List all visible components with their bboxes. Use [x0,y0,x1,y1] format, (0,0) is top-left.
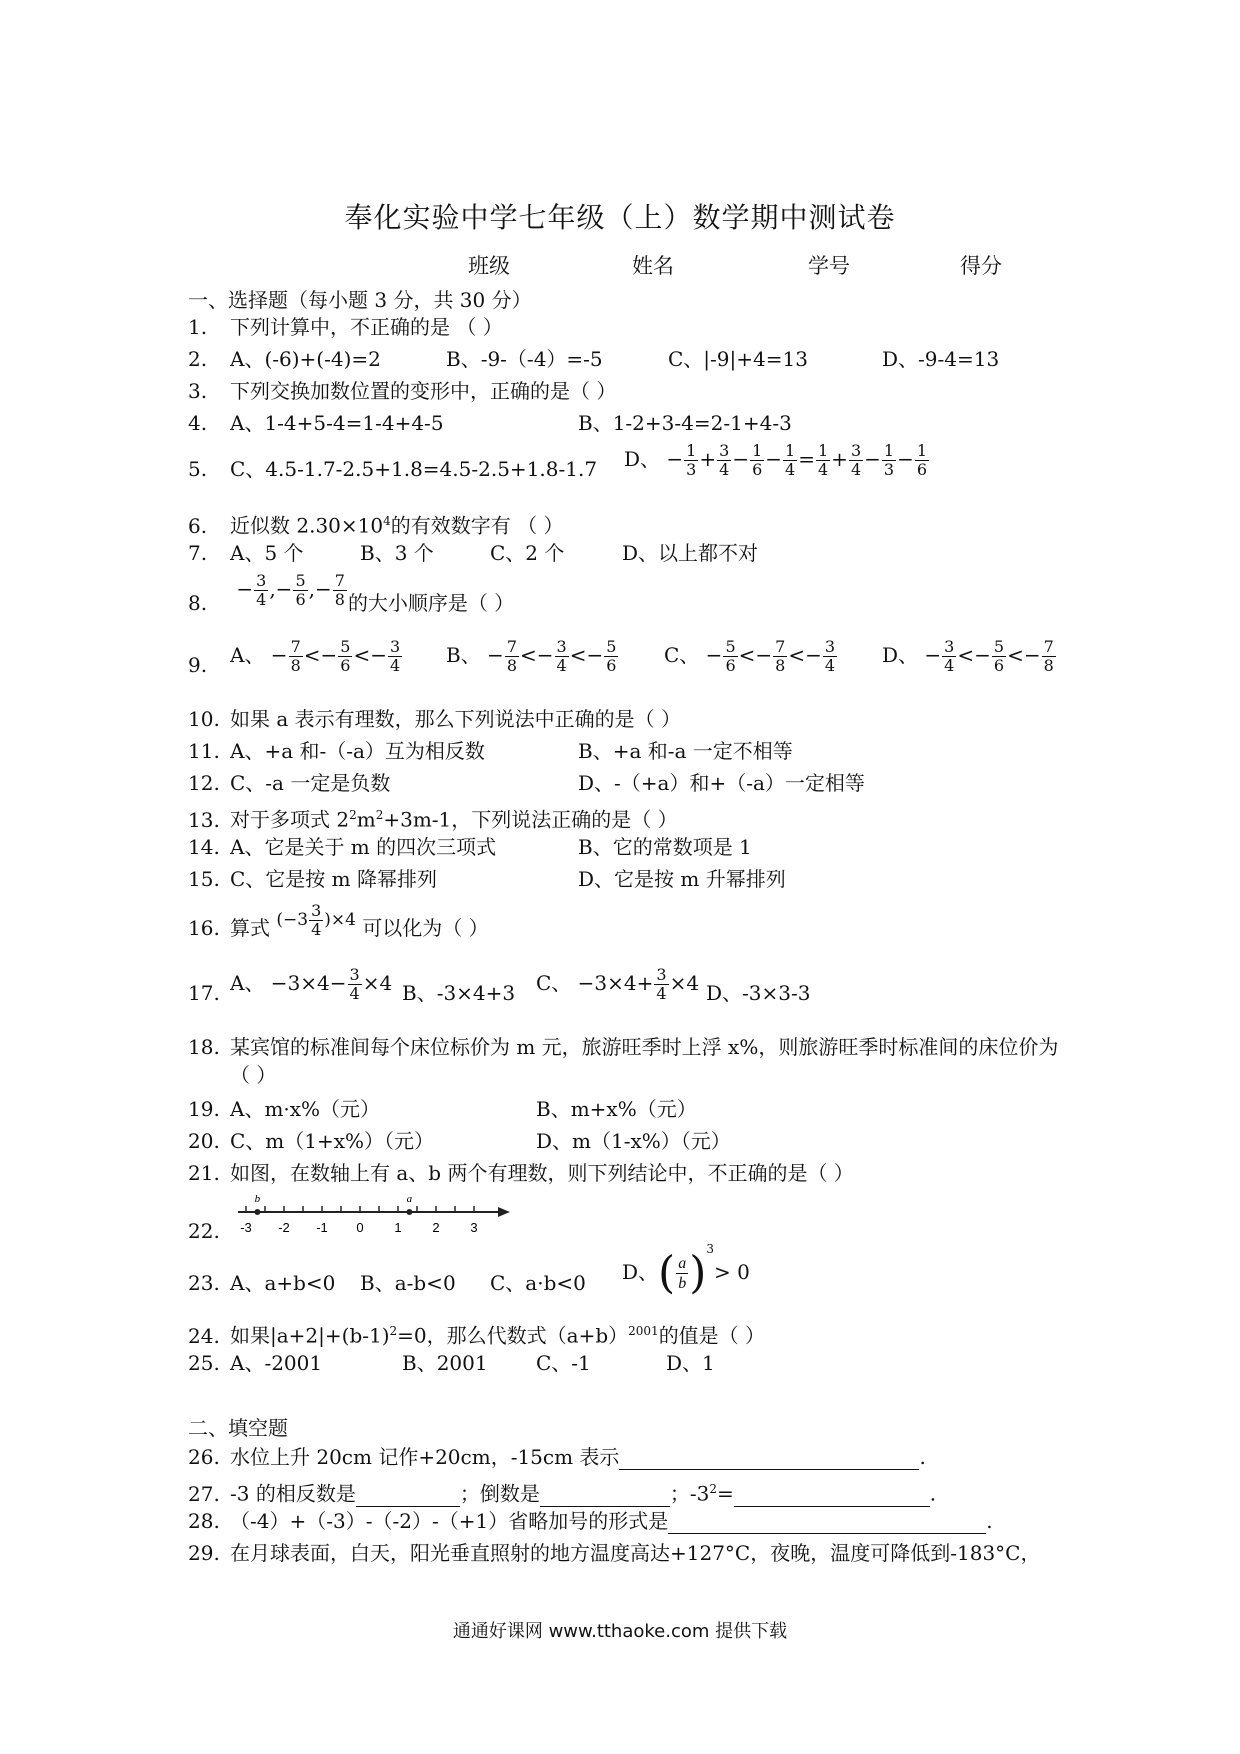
question-text: 的大小顺序是（ ） [347,591,515,615]
axis-arrow-icon [498,1207,510,1217]
expression: (−3 3 4 )×4 [276,901,356,939]
number-line-tick-label: 2 [432,1220,440,1235]
question-25-options [188,1350,715,1376]
option-d: D、-3×3-3 [706,981,811,1005]
line-number: 15. [188,867,220,891]
question-17-options [188,965,811,1006]
question-15-options [188,866,786,892]
option-b: B、+a 和-a 一定不相等 [578,739,793,763]
question-text: （-4）+（-3）-（-2）-（+1）省略加号的形式是 [230,1509,669,1533]
question-text-end: 的值是（ ） [658,1323,766,1348]
number-line-tick-label: -2 [278,1220,290,1235]
line-number: 12. [188,771,220,795]
question-text: 对于多项式 2 [230,807,350,832]
option-a: A、(-6)+(-4)=2 [230,347,381,371]
question-19-options [188,1096,697,1122]
option-a: A、m·x%（元） [230,1097,381,1121]
number-line-point-label-a: a [406,1193,413,1205]
line-number: 2. [188,347,208,371]
line-number: 1. [188,315,208,339]
question-text-mid: =0，那么代数式（a+b） [397,1323,629,1348]
line-number: 17. [188,981,220,1005]
option-c: C、a·b<0 [490,1271,586,1295]
line-number: 4. [188,411,208,435]
fraction-list: − $\frac{3}{4}$ ,− $\frac{5}{6}$ ,− $\frac{7}{8}$ [236,571,345,609]
answer-blank[interactable] [619,1449,919,1470]
question-text: 某宾馆的标准间每个床位标价为 m 元，旅游旺季时上浮 x%，则旅游旺季时标准间的床位价为 [230,1035,1059,1059]
question-13: 13. 对于多项式 $2^2m^2+3m-1$，下列说法正确的是（ ） [188,807,678,832]
line-number: 5. [188,457,208,481]
number-line-point-label-b: b [254,1193,261,1205]
answer-blank-reciprocal[interactable] [540,1486,670,1507]
number-line-tick-label: -3 [240,1220,252,1235]
question-4-options [188,410,792,436]
question-text: 如果|a+2|+(b-1) [230,1323,390,1348]
question-18 [188,1034,1058,1060]
number-line-tick-label: 3 [470,1220,478,1235]
question-27 [188,1476,936,1507]
question-text-square: ；-3 [669,1481,710,1506]
option-c: C、 − $\frac{5}{6}$ <− $\frac{7}{8}$ <− $\frac{3}{4}$ [664,637,836,675]
option-b: B、 − $\frac{7}{8}$ <− $\frac{3}{4}$ <− $\frac{5}{6}$ [446,637,617,675]
option-c: C、-1 [536,1351,591,1375]
number-line-tick-label: 1 [394,1220,402,1235]
exponent: 2 [389,1324,398,1338]
option-d: D、 − $\frac{1}{3}$ + $\frac{3}{4}$ − $\frac{1}{6}$ − $\frac{1}{4}$ = $\frac{1}{4}$ + $\frac{3}{4}$ − $\frac{1}{3}$ − $\frac{1}{6}$ [624,441,928,479]
option-a-label: A、 [230,643,265,667]
line-number: 18. [188,1035,220,1059]
line-number: 13. [188,807,220,832]
question-11-options [188,738,793,764]
question-text: -3 的相反数是 [230,1481,356,1506]
option-b: B、3 个 [360,541,434,565]
line-number: 9. [188,653,208,677]
option-d-label: D、 [882,643,919,667]
number-line-point-b [254,1209,260,1215]
question-26 [188,1444,926,1470]
class-field-label: 班级 [468,254,510,278]
question-24 [188,1318,765,1349]
option-d-label: D、 [622,1260,659,1284]
line-number: 19. [188,1097,220,1121]
line-number: 14. [188,835,220,859]
exponent: 3 [706,1242,715,1257]
option-d: D、( $\frac{a}{b}$ )$^3$> 0 [622,1242,750,1299]
question-10 [188,706,681,732]
period: . [919,1445,926,1469]
option-a: A、 −3×4− $\frac{3}{4}$ ×4 [230,965,393,1003]
question-9-options [188,637,1054,678]
period: . [986,1509,993,1533]
option-c: C、4.5-1.7-2.5+1.8=4.5-2.5+1.8-1.7 [230,457,598,481]
question-text-end: +3m-1，下列说法正确的是（ ） [383,807,678,832]
option-a: A、它是关于 m 的四次三项式 [230,835,497,859]
question-text: 如果 a 表示有理数，那么下列说法中正确的是（ ） [230,707,681,731]
line-number: 21. [188,1161,220,1185]
question-16 [188,901,489,949]
question-text: 近似数 2.30×10 [230,513,384,538]
line-number: 24. [188,1323,220,1348]
question-text: 水位上升 20cm 记作+20cm，-15cm 表示 [230,1445,620,1469]
question-18-answer-paren: （ ） [230,1063,277,1087]
question-text-end: 可以化为（ ） [362,916,489,940]
number-line-tick-label: -1 [316,1220,328,1235]
option-d: D、1 [666,1351,715,1375]
line-number: 6. [188,513,208,538]
option-a: A、 − $\frac{7}{8}$ <− $\frac{5}{6}$ <− $\frac{3}{4}$ [230,637,401,675]
student-id-field-label: 学号 [808,254,850,278]
answer-blank-square[interactable] [734,1486,930,1507]
line-number: 7. [188,541,208,565]
period: . [929,1481,937,1506]
option-c: C、|-9|+4=13 [668,347,808,371]
question-7-options [188,540,759,566]
question-2-options [188,346,1000,372]
question-14-options [188,834,752,860]
option-d: D、m（1-x%）（元） [536,1129,731,1153]
answer-blank[interactable] [668,1513,986,1534]
question-3 [188,378,616,404]
line-number: 16. [188,916,220,940]
line-number: 8. [188,591,208,615]
line-number: 11. [188,739,220,763]
footer-credit: 通通好课网 www.tthaoke.com 提供下载 [452,1621,788,1642]
line-number: 20. [188,1129,220,1153]
question-text: 如图，在数轴上有 a、b 两个有理数，则下列结论中，不正确的是（ ） [230,1161,854,1185]
question-text-end: 的有效数字有 （ ） [390,513,564,538]
option-c-label: C、 [664,643,700,667]
line-number: 25. [188,1351,220,1375]
variable: m [356,807,376,832]
number-line-tick-label: 0 [356,1220,364,1235]
question-22 [188,1218,230,1244]
option-a: A、+a 和-（-a）互为相反数 [230,739,485,763]
option-d: D、-9-4=13 [882,347,1000,371]
question-1 [188,314,503,340]
line-number: 27. [188,1481,220,1506]
option-b: B、2001 [402,1351,488,1375]
exponent: 4 [383,514,391,528]
option-a: A、5 个 [230,541,304,565]
exponent: 2001 [628,1324,659,1338]
option-d-tail: > 0 [714,1260,750,1284]
question-text: 在月球表面，白天，阳光垂直照射的地方温度高达+127°C，夜晚，温度可降低到-183°C， [230,1541,1041,1565]
question-5-options [188,441,928,482]
section-multiple-choice: 一、选择题（每小题 3 分，共 30 分） [188,288,532,312]
option-c: C、 −3×4+ $\frac{3}{4}$ ×4 [536,965,700,1003]
option-c: C、-a 一定是负数 [230,771,391,795]
option-c-label: C、 [536,971,572,995]
option-a: A、-2001 [230,1351,323,1375]
line-number: 23. [188,1271,220,1295]
question-text-reciprocal: ；倒数是 [459,1481,540,1506]
line-number: 10. [188,707,220,731]
line-number: 26. [188,1445,220,1469]
score-field-label: 得分 [960,254,1002,278]
option-b-label: B、 [446,643,481,667]
name-field-label: 姓名 [632,254,674,278]
option-b: B、1-2+3-4=2-1+4-3 [578,411,792,435]
question-text: 下列计算中，不正确的是 （ ） [230,315,503,339]
option-c: C、m（1+x%）（元） [230,1129,435,1153]
line-number: 22. [188,1219,220,1243]
option-c: C、2 个 [490,541,565,565]
option-d: D、-（+a）和+（-a）一定相等 [578,771,865,795]
line-number: 29. [188,1541,220,1565]
line-number: 28. [188,1509,220,1533]
question-21 [188,1160,854,1186]
question-12-options [188,770,865,796]
question-6 [188,508,563,539]
option-d-label: D、 [624,447,661,471]
option-c: C、它是按 m 降幂排列 [230,867,437,891]
option-a: A、1-4+5-4=1-4+4-5 [230,411,444,435]
equals: = [716,1481,734,1506]
question-text: 算式 [230,916,270,940]
question-28 [188,1508,993,1534]
option-d: D、以上都不对 [622,541,759,565]
question-20-options [188,1128,731,1154]
question-8 [188,571,515,623]
option-b: B、m+x%（元） [536,1097,697,1121]
question-text: 下列交换加数位置的变形中，正确的是（ ） [230,379,617,403]
exponent: 2 [709,1482,717,1496]
option-d: D、 − $\frac{3}{4}$ <− $\frac{5}{6}$ <− $\frac{7}{8}$ [882,637,1054,675]
option-b: B、-3×4+3 [402,981,516,1005]
line-number: 3. [188,379,208,403]
option-b: B、-9-（-4）=-5 [446,347,603,371]
question-29 [188,1540,1040,1566]
section-fill-in: 二、填空题 [188,1416,288,1440]
number-line-figure [234,1192,514,1240]
option-b: B、它的常数项是 1 [578,835,752,859]
question-23-options [188,1242,750,1299]
answer-blank-opposite[interactable] [356,1486,460,1507]
option-d: D、它是按 m 升幂排列 [578,867,786,891]
number-line-point-a [406,1209,412,1215]
page-title: 奉化实验中学七年级（上）数学期中测试卷 [344,201,896,234]
option-a-label: A、 [230,971,265,995]
option-b: B、a-b<0 [360,1271,456,1295]
option-a: A、a+b<0 [230,1271,336,1295]
